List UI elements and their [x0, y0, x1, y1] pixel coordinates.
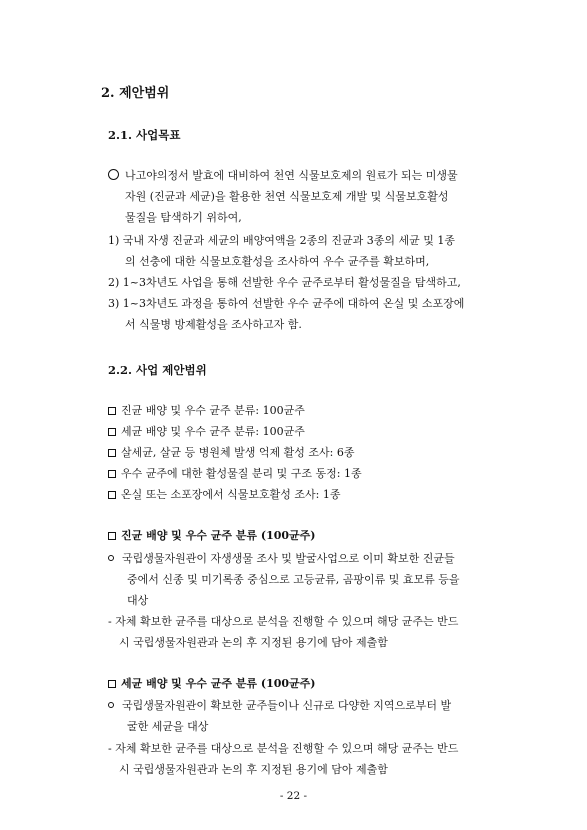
goal-bullet-line-2: 자원 (진균과 세균)을 활용한 천연 식물보호제 개발 및 식물보호활성 [125, 190, 449, 203]
fungi-bullet-line-2: 중에서 신종 및 미기록종 중심으로 고등균류, 곰팡이류 및 효모류 등을 [127, 573, 460, 586]
small-circle-bullet-icon [108, 702, 114, 708]
page-number: - 22 - [279, 790, 308, 802]
fungi-bullet-line-3: 대상 [127, 594, 149, 607]
subsection-title-2-1: 2.1. 사업목표 [108, 128, 181, 142]
goal-item-1-line-2: 의 선충에 대한 식물보호활성을 조사하여 우수 균주를 확보하며, [125, 255, 430, 268]
scope-checklist-item: 온실 또는 소포장에서 식물보호활성 조사: 1종 [108, 484, 340, 505]
bacteria-note-line-1: - 자체 확보한 균주를 대상으로 분석을 진행할 수 있으며 해당 균주는 반드 [108, 742, 459, 755]
checkbox-square-icon [108, 470, 116, 478]
small-circle-bullet-icon [108, 555, 114, 561]
checkbox-square-icon [108, 532, 116, 540]
checkbox-square-icon [108, 449, 116, 457]
scope-checklist-item: 세균 배양 및 우수 균주 분류: 100균주 [108, 421, 305, 442]
fungi-note-line-1: - 자체 확보한 균주를 대상으로 분석을 진행할 수 있으며 해당 균주는 반드 [108, 615, 459, 628]
section-title: 2. 제안범위 [101, 86, 170, 101]
circle-bullet-icon [108, 169, 119, 180]
goal-item-1-line-1: 1) 국내 자생 진균과 세균의 배양여액을 2종의 진균과 3종의 세균 및 1종 [108, 234, 456, 247]
fungi-bullet-line-1: 국립생물자원관이 자생생물 조사 및 발굴사업으로 이미 확보한 진균들 [108, 548, 455, 569]
goal-item-3-line-2: 서 식물병 방제활성을 조사하고자 함. [125, 318, 302, 331]
bacteria-bullet-line-1: 국립생물자원관이 확보한 균주들이나 신규로 다양한 지역으로부터 발 [108, 695, 451, 716]
scope-checklist-item: 살세균, 살균 등 병원체 발생 억제 활성 조사: 6종 [108, 442, 354, 463]
scope-checklist-item: 진균 배양 및 우수 균주 분류: 100균주 [108, 400, 305, 421]
bacteria-bullet-line-2: 굴한 세균을 대상 [127, 720, 209, 733]
checkbox-square-icon [108, 491, 116, 499]
bacteria-heading: 세균 배양 및 우수 균주 분류 (100균주) [108, 673, 316, 694]
scope-checklist-item: 우수 균주에 대한 활성물질 분리 및 구조 동정: 1종 [108, 463, 362, 484]
fungi-note-line-2: 시 국립생물자원관과 논의 후 지정된 용기에 담아 제출함 [119, 636, 388, 649]
bacteria-note-line-2: 시 국립생물자원관과 논의 후 지정된 용기에 담아 제출함 [119, 763, 388, 776]
fungi-heading: 진균 배양 및 우수 균주 분류 (100균주) [108, 525, 316, 546]
subsection-title-2-2: 2.2. 사업 제안범위 [108, 363, 207, 377]
goal-item-2: 2) 1~3차년도 사업을 통해 선발한 우수 균주로부터 활성물질을 탐색하고, [108, 276, 461, 289]
goal-item-3-line-1: 3) 1~3차년도 과정을 통하여 선발한 우수 균주에 대하여 온실 및 소포장에 [108, 297, 465, 310]
checkbox-square-icon [108, 428, 116, 436]
goal-bullet-line-3: 물질을 탐색하기 위하여, [125, 211, 242, 224]
checkbox-square-icon [108, 407, 116, 415]
goal-bullet-line-1: 나고야의정서 발효에 대비하여 천연 식물보호제의 원료가 되는 미생물 [108, 165, 458, 186]
checkbox-square-icon [108, 680, 116, 688]
